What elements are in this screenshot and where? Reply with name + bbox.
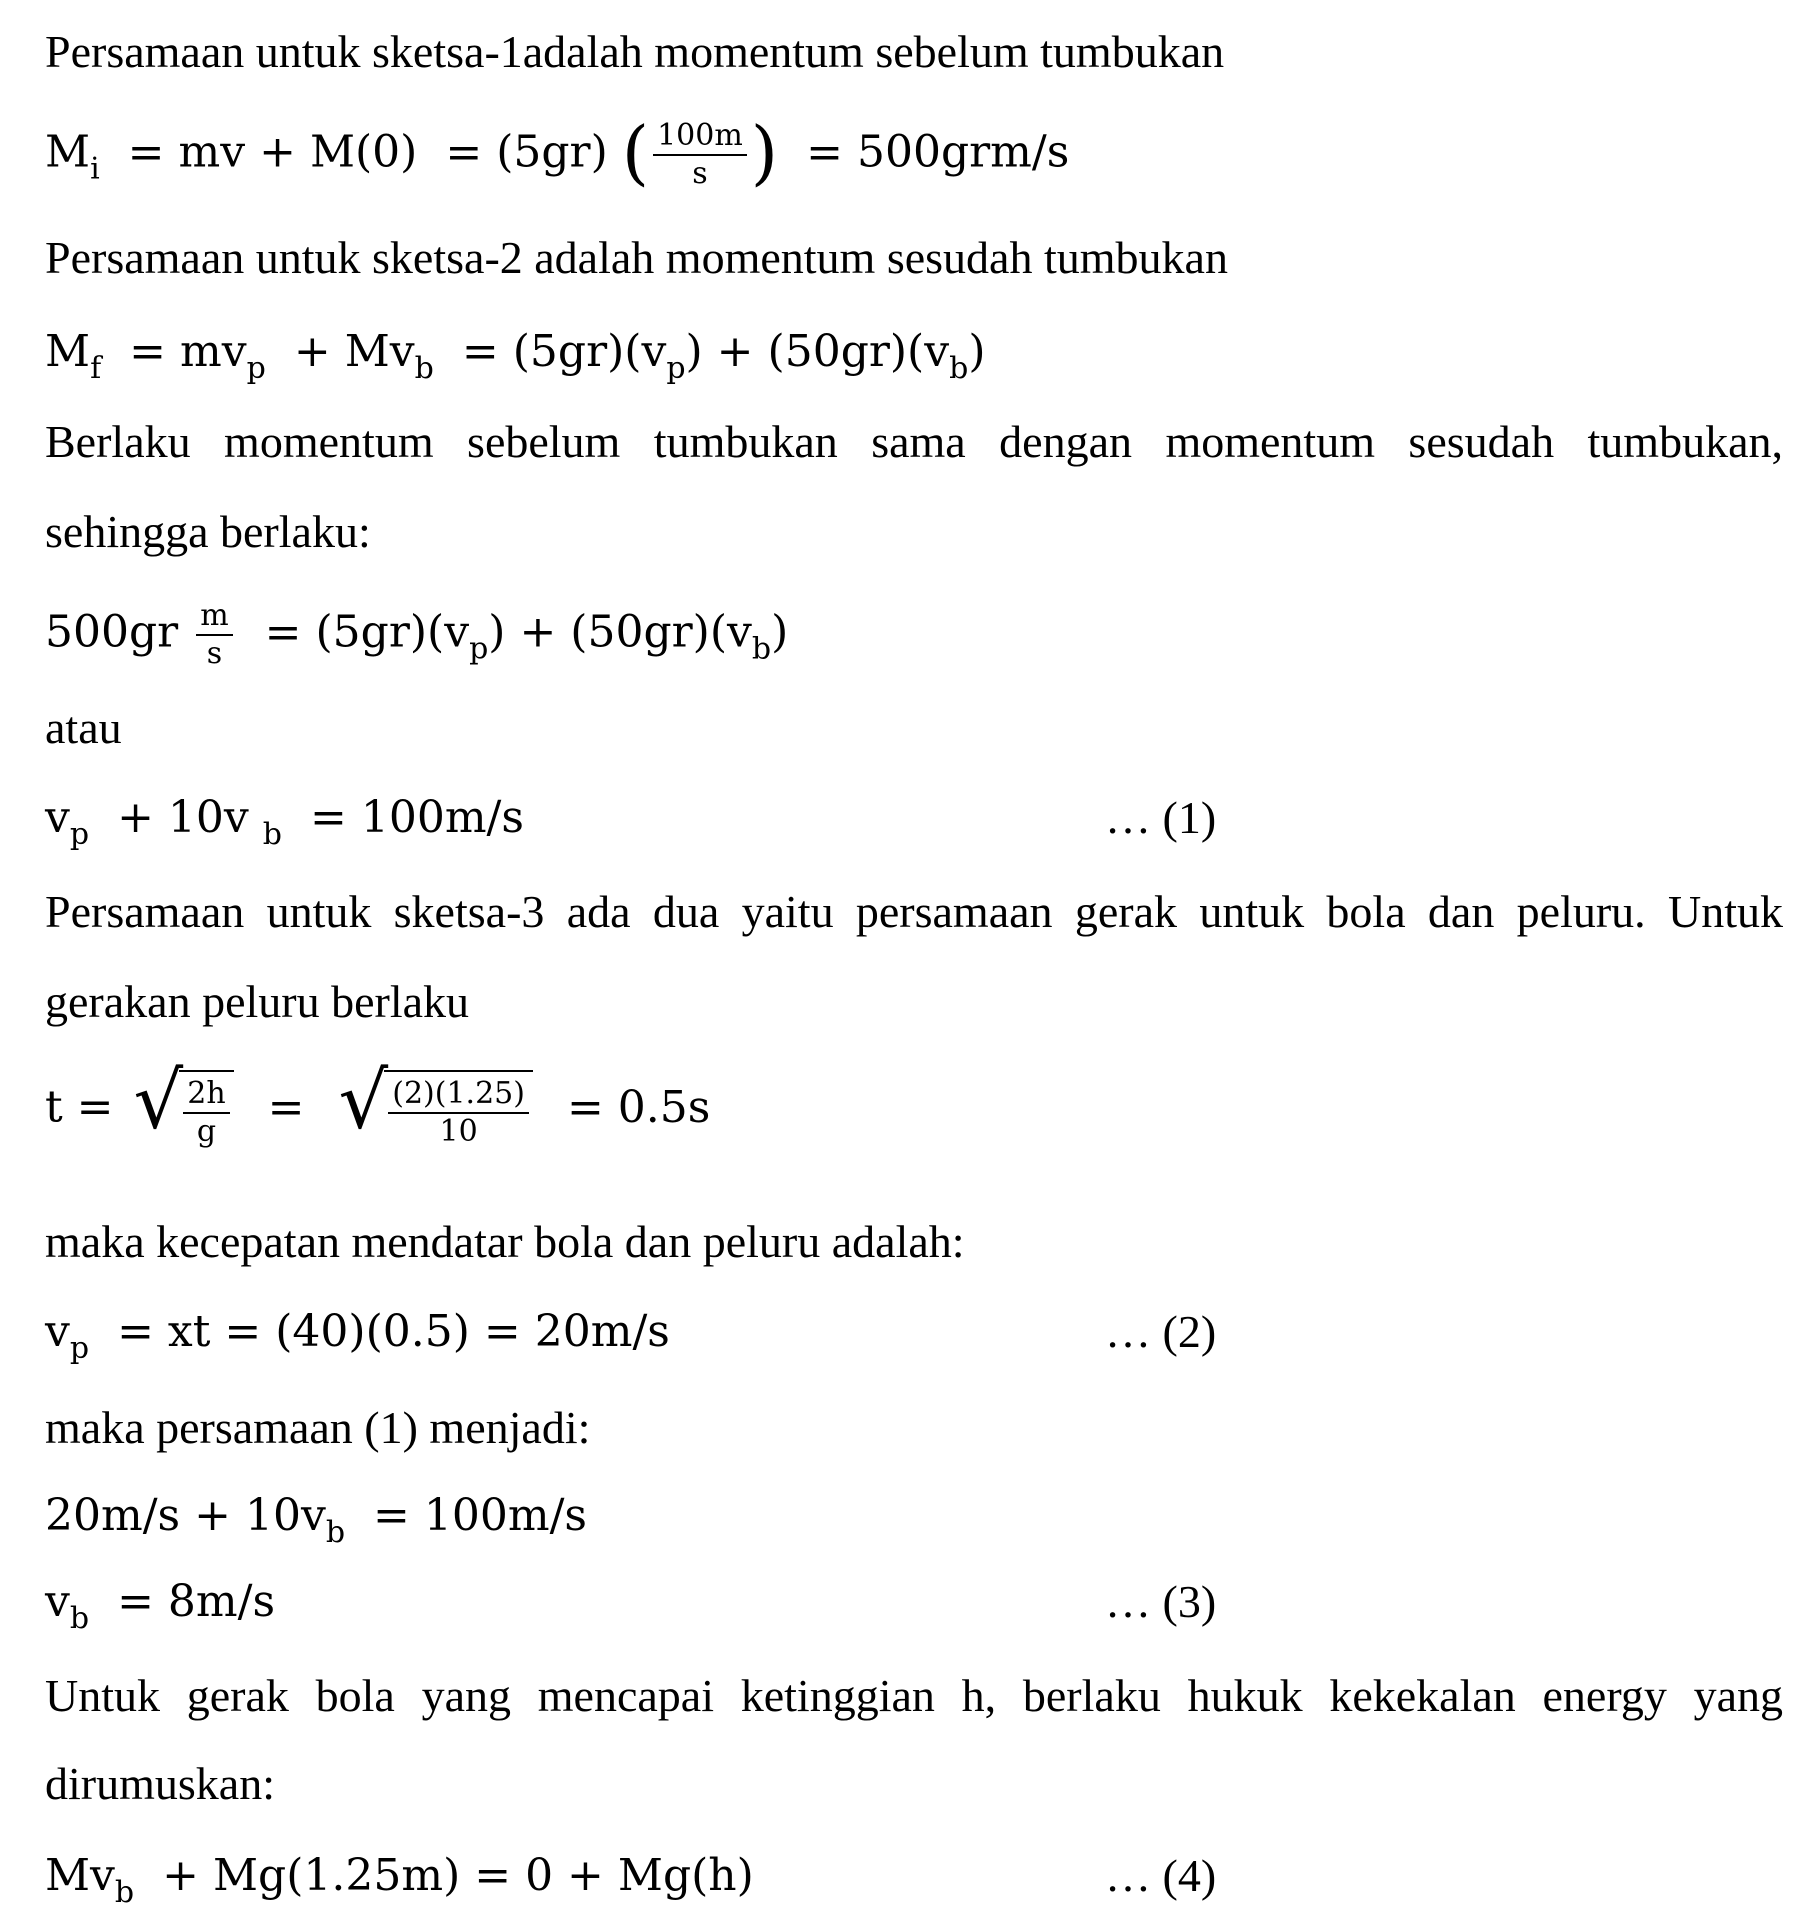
equation-initial-momentum: $M_i$ = mv + M(0) = (5gr) ( $\frac{100m}{s}$ ) = 500grm/s	[45, 111, 1070, 194]
paragraph-momentum-before: Persamaan untuk sketsa-1adalah momentum sebelum tumbukan	[45, 26, 1225, 77]
sqrt-2: √ $\frac{(2)(1.25)}{10}$	[339, 1070, 533, 1150]
equation-substituted: $20m/s + 10v_b = 100m/s$	[45, 1490, 587, 1550]
equation-3: $v_b = 8m/s$	[45, 1576, 276, 1636]
sqrt-1: √ $\frac{2h}{g}$	[134, 1070, 234, 1150]
equation-4: $Mv_b + Mg(1.25m) = 0 + Mg(h)$	[45, 1850, 754, 1910]
equation-time: t = √ $\frac{2h}{g}$ = √ $\frac{(2)(1.25)}{10}$ = 0.5s	[45, 1056, 711, 1149]
paragraph-energy-line1: Untuk gerak bola yang mencapai ketinggian h, berlaku hukuk kekekalan energy yang	[45, 1670, 1783, 1721]
paragraph-horizontal-speed: maka kecepatan mendatar bola dan peluru adalah:	[45, 1216, 965, 1267]
paragraph-sketch3-line1: Persamaan untuk sketsa-3 ada dua yaitu persamaan gerak untuk bola dan peluru. Untuk	[45, 886, 1783, 937]
paragraph-conservation-line1: Berlaku momentum sebelum tumbukan sama dengan momentum sesudah tumbukan,	[45, 416, 1783, 467]
equation-number-1: … (1)	[1105, 792, 1217, 843]
equation-number-2: … (2)	[1105, 1306, 1217, 1357]
paragraph-conservation-line2: sehingga berlaku:	[45, 506, 371, 557]
equation-2: $v_p$ = xt = (40)(0.5) = 20m/s	[45, 1306, 670, 1366]
fraction-unit: $\frac{m}{s}$	[196, 598, 232, 672]
paragraph-sketch3-line2: gerakan peluru berlaku	[45, 976, 470, 1027]
paragraph-substitute: maka persamaan (1) menjadi:	[45, 1402, 591, 1453]
paragraph-energy-line2: dirumuskan:	[45, 1758, 275, 1809]
equation-final-momentum: $M_f = mv_p + Mv_b = (5gr)(v_p) + (50gr)(v_b)$	[45, 326, 986, 386]
equation-1: $v_p + 10v$ $_b$ = 100m/s	[45, 792, 524, 852]
equation-number-4: … (4)	[1105, 1850, 1217, 1901]
paragraph-atau: atau	[45, 702, 122, 753]
equation-number-3: … (3)	[1105, 1576, 1217, 1627]
fraction-velocity: $\frac{100m}{s}$	[653, 118, 747, 192]
paragraph-momentum-after: Persamaan untuk sketsa-2 adalah momentum sesudah tumbukan	[45, 232, 1228, 283]
equation-conservation: 500gr $\frac{m}{s}$ = $(5gr)(v_p) + (50gr)(v_b)$	[45, 598, 789, 671]
